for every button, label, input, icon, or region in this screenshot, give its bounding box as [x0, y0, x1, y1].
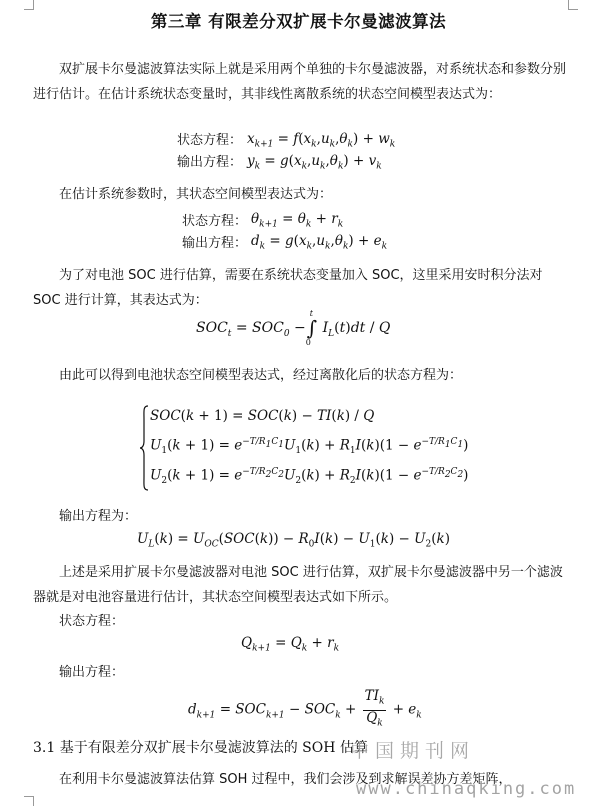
param-intro: 在估计系统参数时，其状态空间模型表达式为：: [59, 187, 333, 202]
watermark-text: 中国期刊网: [350, 740, 476, 762]
u2-discrete-equation: $U_2(k + 1) = e^{-T/R_2C_2}U_2(k) + R_2I(k)(1 - e^{-T/R_2C_2})$: [150, 467, 469, 487]
state-equation: $x_{k+1} = f(x_k,u_k,\theta_k) + w_k$: [247, 131, 396, 150]
terminal-voltage-equation: $U_L(k) = U_{OC}(SOC(k)) - R_0I(k) - U_1(k) - U_2(k)$: [137, 531, 450, 550]
chapter-title: 第三章 有限差分双扩展卡尔曼滤波算法: [150, 12, 447, 31]
discrete-intro: 由此可以得到电池状态空间模型表达式，经过离散化后的状态方程为：: [59, 368, 463, 383]
soc-integral-equation: $SOC_t = SOC_0$ −∫ t 0 $I_L(t)dt$ / Q: [196, 309, 391, 347]
u1-discrete-equation: $U_1(k + 1) = e^{-T/R_1C_1}U_1(k) + R_1I(k)(1 - e^{-T/R_1C_1})$: [150, 437, 469, 457]
capacity-output-label: 输出方程：: [59, 665, 125, 680]
soc-discrete-equation: SOC(k + 1) = SOC(k) − TI(k) / Q: [150, 408, 375, 424]
intro-paragraph: 双扩展卡尔曼滤波算法实际上就是采用两个单独的卡尔曼滤波器，对系统状态和参数分别进行估计。在估计系统状态变量时，其非线性离散系统的状态空间模型表达式为：: [33, 62, 567, 102]
soc-intro-paragraph: 为了对电池 SOC 进行估算，需要在系统状态变量加入 SOC，这里采用安时积分法对 SOC 进行计算，其表达式为：: [33, 268, 543, 308]
capacity-output-equation: $d_{k+1} = SOC_{k+1} - SOC_k$ + $\frac{TI_k}{Q_k}$ + $e_k$: [188, 688, 422, 729]
capacity-state-label: 状态方程：: [59, 614, 125, 629]
output-eq-label: 输出方程：: [177, 155, 243, 170]
capacity-intro-paragraph: 上述是采用扩展卡尔曼滤波器对电池 SOC 进行估算，双扩展卡尔曼滤波器中另一个滤波器就是对电池容量进行估计，其状态空间模型表达式如下所示。: [33, 565, 563, 605]
last-line: 在利用卡尔曼滤波算法估算 SOH 过程中，我们会涉及到求解误差协方差矩阵，: [59, 772, 512, 787]
state-eq-label: 状态方程：: [177, 133, 243, 148]
param-output-equation: $d_k = g(x_k,u_k,\theta_k) + e_k$: [251, 233, 388, 252]
section-heading: 3.1 基于有限差分双扩展卡尔曼滤波算法的 SOH 估算: [33, 740, 368, 756]
param-state-equation: $\theta_{k+1} = \theta_k + r_k$: [251, 211, 344, 230]
watermark-url: www.chinaqking.com: [356, 779, 577, 799]
equation-brace: [139, 405, 149, 491]
param-output-label: 输出方程：: [182, 236, 248, 251]
param-state-label: 状态方程：: [182, 214, 248, 229]
output-equation: $y_k = g(x_k,u_k,\theta_k) + v_k$: [247, 153, 382, 172]
output-eq-intro: 输出方程为：: [59, 509, 138, 524]
capacity-state-equation: $Q_{k+1} = Q_k + r_k$: [241, 635, 340, 654]
